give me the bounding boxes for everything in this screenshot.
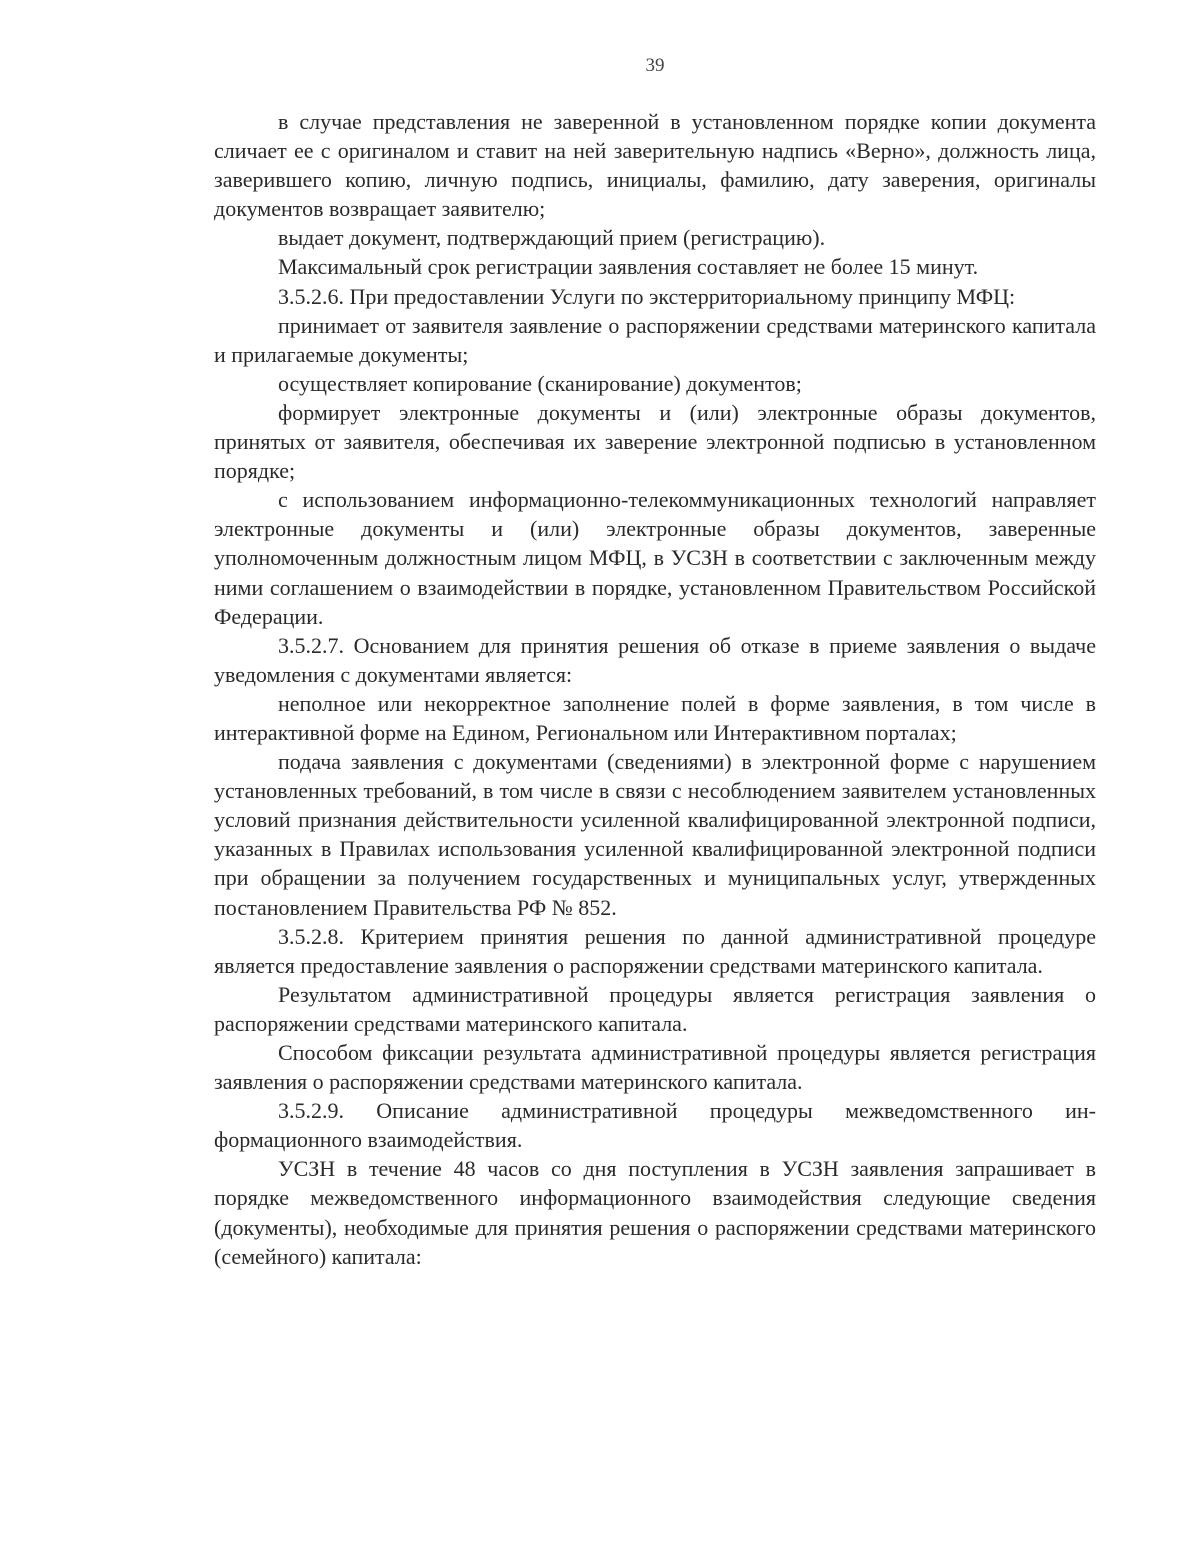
document-body [214,107,1096,1271]
paragraph-uszn-request: УСЗН в течение 48 часов со дня поступления в УСЗН заявления запрашивает в порядке межведомственного информационного взаимодействия следующие сведения (документы), необходимые для принятия решения о распоряжении средствами материнского (семейного) капитала: [214,1156,1096,1269]
paragraph-issue-receipt: выдает документ, подтверждающий прием (регистрацию). [278,225,826,251]
paragraph-registration-time: Максимальный срок регистрации заявления составляет не более 15 минут. [278,254,979,280]
paragraph-3-5-2-8: 3.5.2.8. Критерием принятия решения по данной административной процедуре является предоставление заявления о распоряжении средствами материнского капитала. [214,923,1096,978]
paragraph-incomplete-form: неполное или некорректное заполнение полей в форме заявления, в том числе в интерактивной форме на Едином, Региональном или Интерактивном порталах; [214,690,1096,745]
paragraph-electronic-documents: формирует электронные документы и (или) электронные образы документов, принятых от заявителя, обеспечивая их заверение электронной подписью в установленном порядке; [214,399,1096,484]
paragraph-3-5-2-6: 3.5.2.6. При предоставлении Услуги по экстерриториальному принципу МФЦ: [278,283,1016,309]
paragraph-sends-documents: с использованием информационно-телекоммуникационных технологий направляет электронные документы и (или) электронные образы документов, заверенные уполномоченным должностным лицом МФЦ, в УСЗН в соответствии с заключенным между ними соглашением о взаимодействии в порядке, установленном Правительством Российской Федерации. [214,487,1096,629]
paragraph-3-5-2-9: 3.5.2.9. Описание административной процедуры межведомственного информационного взаимодействия. [214,1098,1096,1153]
paragraph-3-5-2-7: 3.5.2.7. Основанием для принятия решения об отказе в приеме заявления о выдаче уведомления с документами является: [214,632,1096,687]
paragraph-signature-violation: подача заявления с документами (сведениями) в электронной форме с нарушением установленных требований, в том числе в связи с несоблюдением заявителем установленных условий признания действительности усиленной квалифицированной электронной подписи, указанных в Правилах использования усиленной квалифицированной электронной подписи при обращении за получением государственных и муниципальных услуг, утвержденных постановлением Правительства РФ № 852. [214,749,1096,920]
paragraph-fixation-method: Способом фиксации результата административной процедуры является регистрация заявления о распоряжении средствами материнского капитала. [214,1040,1096,1095]
paragraph-accept-application: принимает от заявителя заявление о распоряжении средствами материнского капитала и прилагаемые документы; [214,312,1096,367]
paragraph-scanning: осуществляет копирование (сканирование) документов; [278,370,802,396]
page-number: 39 [645,55,665,76]
paragraph-result: Результатом административной процедуры является регистрация заявления о распоряжении средствами материнского капитала. [214,981,1096,1036]
paragraph-copy-verification: в случае представления не заверенной в установленном порядке копии документа сличает ее с оригиналом и ставит на ней заверительную надпись «Верно», должность лица, заверившего копию, личную подпись, инициалы, фамилию, дату заверения, оригиналы документов возвращает заявителю; [214,109,1096,222]
